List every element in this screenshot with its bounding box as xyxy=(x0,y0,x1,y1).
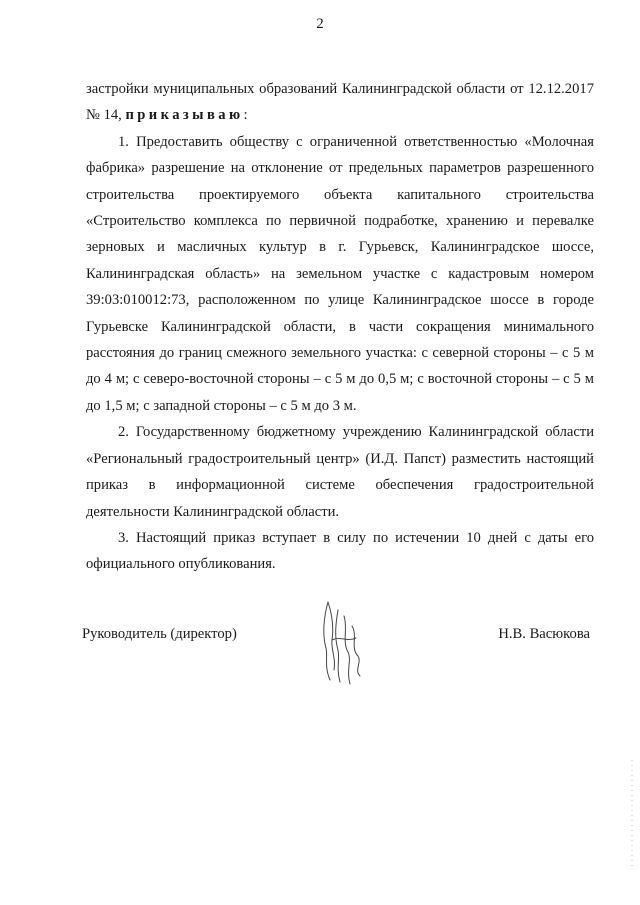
intro-text: застройки муниципальных образований Калининградской области от 12.12.2017 № 14, xyxy=(86,81,594,124)
order-word: приказываю xyxy=(125,107,244,124)
signatory-name: Н.В. Васюкова xyxy=(498,626,590,642)
order-item-3: 3. Настоящий приказ вступает в силу по истечении 10 дней с даты его официального опубликования. xyxy=(86,529,594,573)
order-colon: : xyxy=(243,107,248,124)
document-body xyxy=(86,76,594,578)
page-number: 2 xyxy=(316,16,324,32)
order-item-1: 1. Предоставить обществу с ограниченной ответственностью «Молочная фабрика» разрешение на отклонение от предельных параметров разрешенного строительства проектируемого объекта капитального строительства «Строительство комплекса по первичной подработке, хранению и перевалке зерновых и масличных культур в г. Гурьевск, Калининградское шоссе, Калининградская область» на земельном участке с кадастровым номером 39:03:010012:73, расположенном по улице Калининградское шоссе в городе Гурьевске Калининградской области, в части сокращения минимального расстояния до границ смежного земельного участка: с северной стороны – с 5 м до 4 м; с северо-восточной стороны – с 5 м до 0,5 м; с восточной стороны – с 5 м до 1,5 м; с западной стороны – с 5 м до 3 м. xyxy=(86,133,594,414)
signatory-role: Руководитель (директор) xyxy=(82,626,237,642)
scan-margin-marks xyxy=(630,760,634,870)
order-item-2: 2. Государственному бюджетному учреждению Калининградской области «Региональный градостроительный центр» (И.Д. Папст) разместить настоящий приказ в информационной системе обеспечения градостроительной деятельности Калининградской области. xyxy=(86,424,594,520)
handwritten-signature xyxy=(314,596,374,688)
intro-paragraph xyxy=(86,76,594,129)
